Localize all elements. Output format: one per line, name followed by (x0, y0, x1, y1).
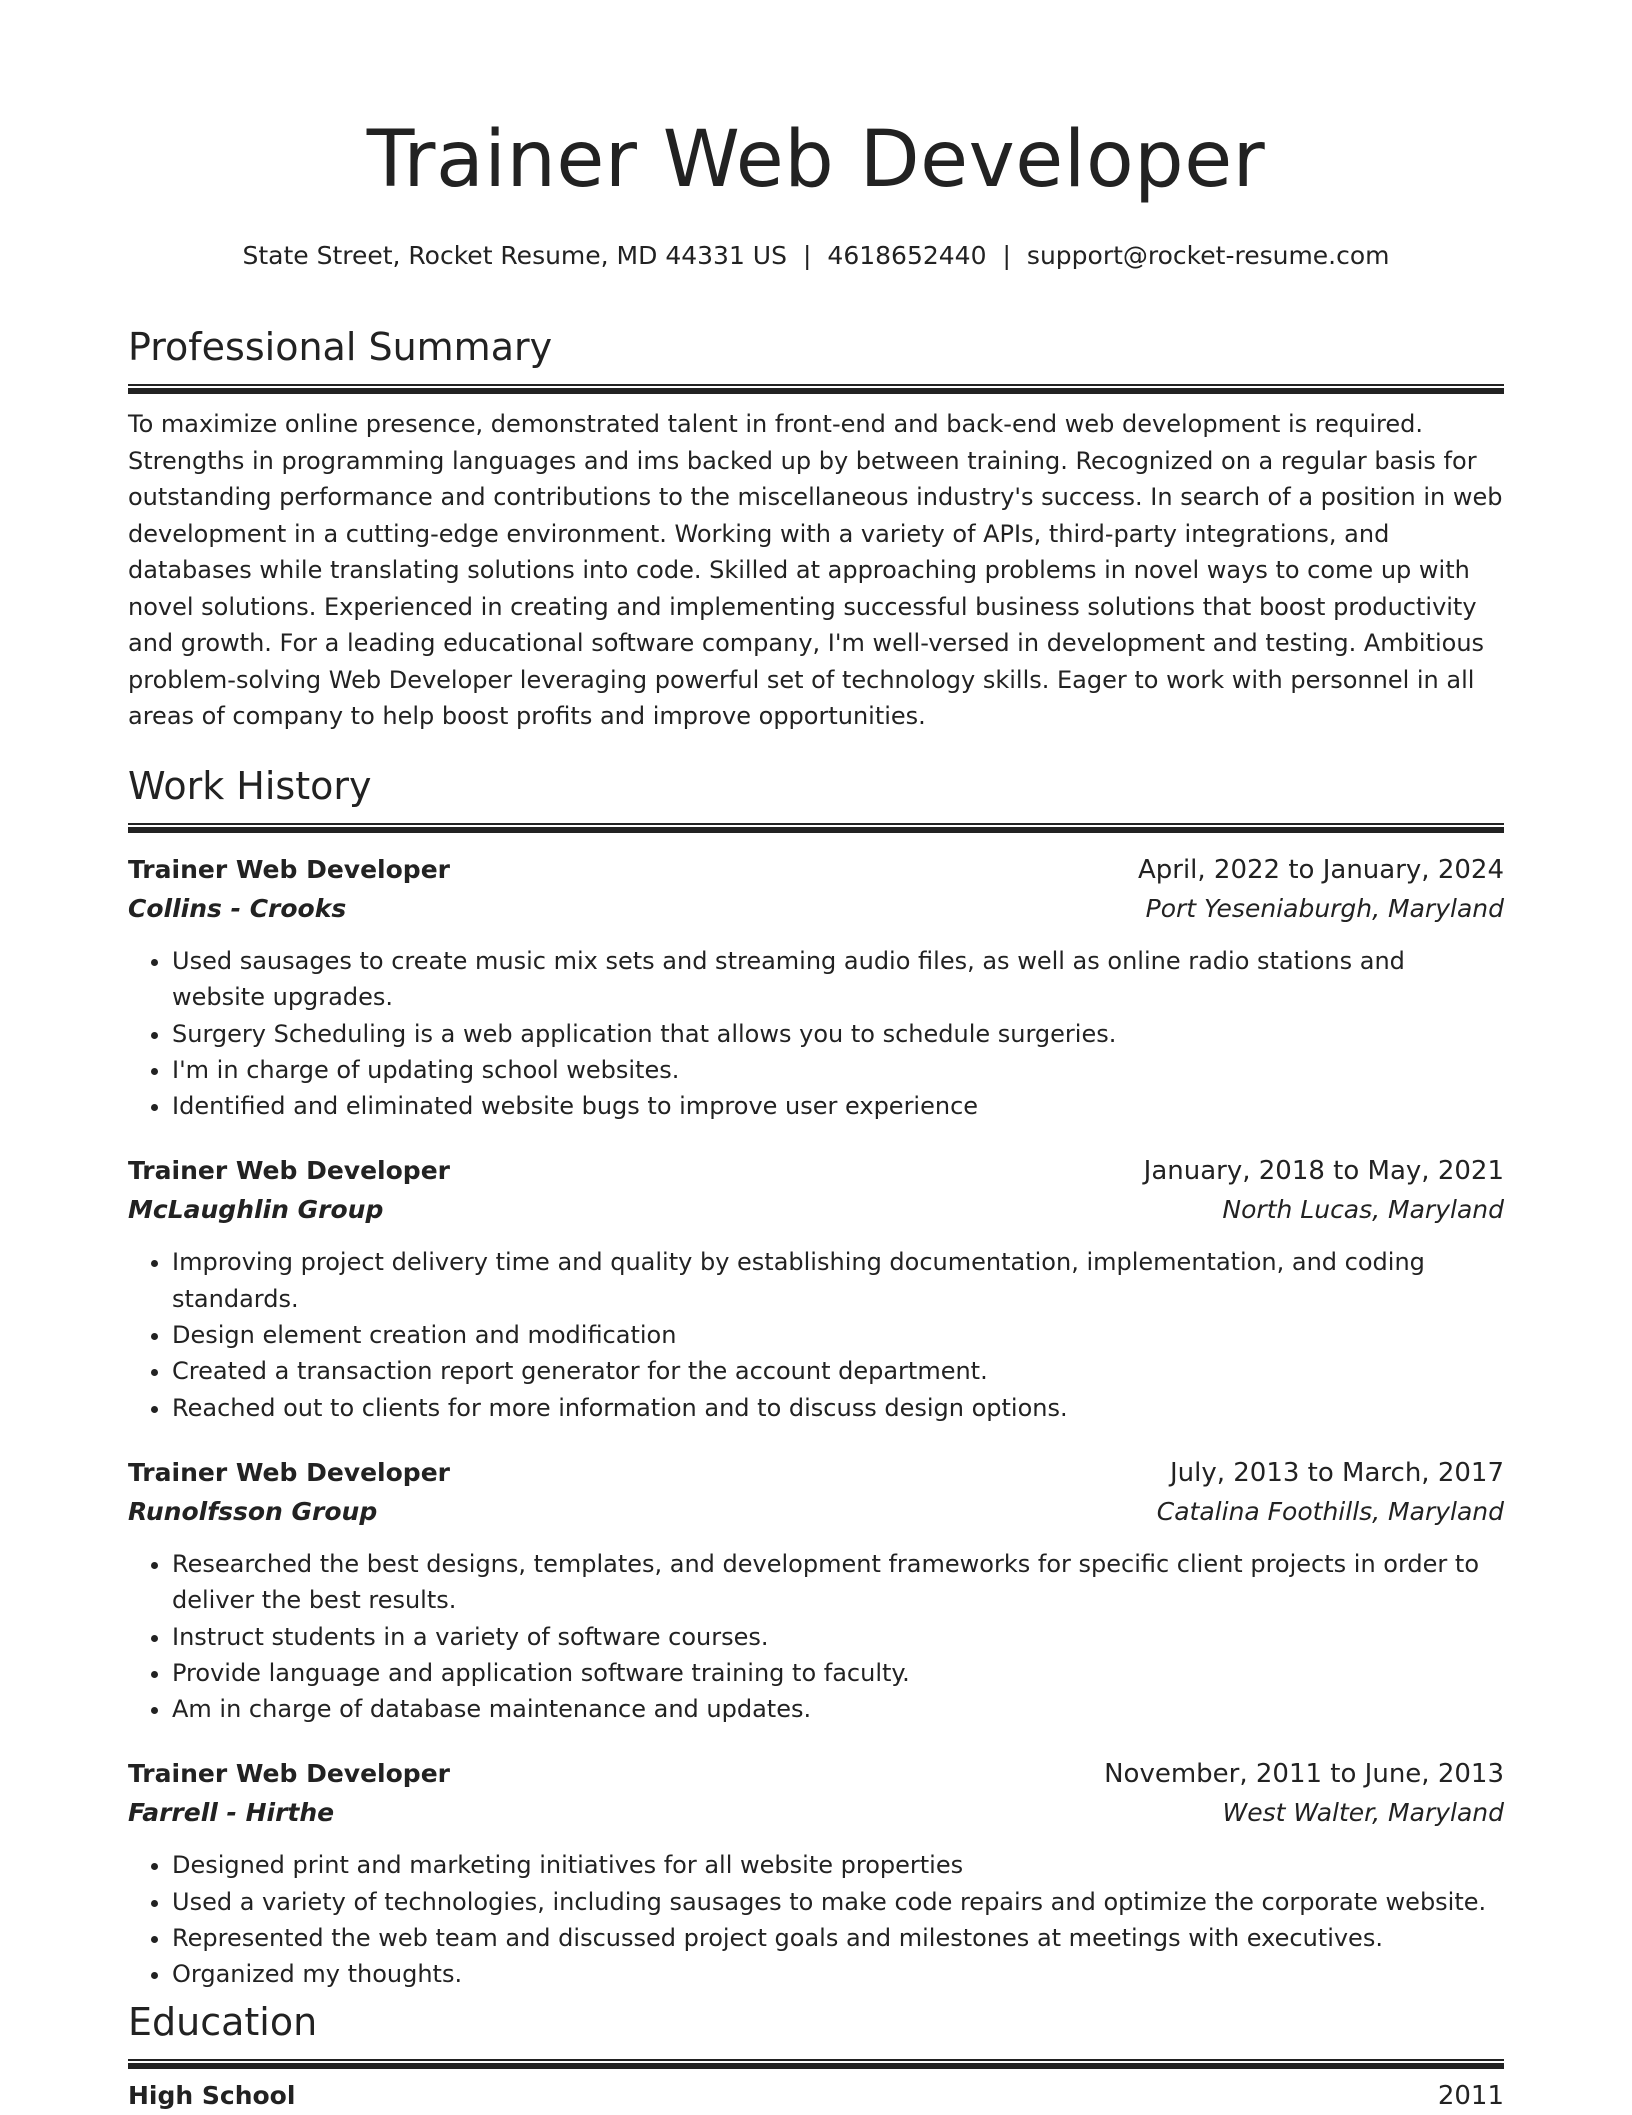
job-company: Collins - Crooks (128, 894, 347, 923)
work-history-section (128, 761, 1504, 1993)
job-title: Trainer Web Developer (128, 1759, 450, 1789)
duty-item: • Provide language and application software training to faculty. (172, 1655, 1504, 1691)
contact-phone: 4618652440 (827, 241, 987, 270)
duty-item: • Reached out to clients for more information and to discuss design options. (172, 1390, 1504, 1426)
duty-item: • Used sausages to create music mix sets and streaming audio files, as well as online radio stations and website upgrades. (172, 943, 1504, 1016)
job-title: Trainer Web Developer (128, 855, 450, 884)
job-entry (128, 851, 1504, 1124)
summary-text: To maximize online presence, demonstrated talent in front-end and back-end web development is required. Strengths in programming languages and ims backed up by between training. Recognized on a regular basis for outstanding performance and contributions to the miscellaneous industry's success. In search of a position in web development in a cutting-edge environment. Working with a variety of APIs, third-party integrations, and databases while translating solutions into code. Skilled at approaching problems in novel ways to come up with novel solutions. Experienced in creating and implementing successful business solutions that boost productivity and growth. For a leading educational software company, I'm well-versed in development and testing. Ambitious problem-solving Web Developer leveraging powerful set of technology skills. Eager to work with personnel in all areas of company to help boost profits and improve opportunities. (128, 410, 1503, 730)
duty-item: • Instruct students in a variety of software courses. (172, 1619, 1504, 1655)
job-entry (128, 1152, 1504, 1425)
duty-item: • Identified and eliminated website bugs to improve user experience (172, 1088, 1504, 1124)
duty-item: • Am in charge of database maintenance and updates. (172, 1691, 1504, 1727)
duty-item: • Design element creation and modification (172, 1317, 1504, 1353)
job-location: North Lucas, Maryland (1222, 1195, 1504, 1225)
job-company: McLaughlin Group (128, 1195, 384, 1225)
contact-line (128, 238, 1504, 274)
job-dates: July, 2013 to March, 2017 (1169, 1457, 1504, 1488)
professional-summary-section (128, 322, 1504, 735)
contact-separator: | (1002, 241, 1011, 270)
section-divider (128, 823, 1504, 833)
duty-item: • Designed print and marketing initiatives for all website properties (172, 1847, 1504, 1883)
job-duties (128, 943, 1504, 1124)
duty-item: • Organized my thoughts. (172, 1956, 1504, 1992)
job-dates: January, 2018 to May, 2021 (1143, 1156, 1504, 1187)
section-divider (128, 2059, 1504, 2069)
contact-separator: | (802, 241, 812, 270)
job-dates: April, 2022 to January, 2024 (1137, 855, 1504, 885)
job-location: Catalina Foothills, Maryland (1156, 1496, 1504, 1526)
job-company: Runolfsson Group (128, 1496, 378, 1526)
duty-item: • Surgery Scheduling is a web application that allows you to schedule surgeries. (172, 1016, 1504, 1052)
job-dates: November, 2011 to June, 2013 (1104, 1759, 1504, 1790)
education-degree: High School (128, 2081, 296, 2110)
job-title: Trainer Web Developer (128, 1457, 450, 1487)
duty-item: • Improving project delivery time and quality by establishing documentation, implementation, and coding standards. (172, 1244, 1504, 1317)
education-entry (128, 2077, 1504, 2115)
job-location: Port Yeseniaburgh, Maryland (1145, 894, 1504, 923)
education-section (128, 1997, 1504, 2115)
section-title-work: Work History (128, 764, 372, 808)
resume-name: Trainer Web Developer (366, 115, 1266, 205)
duty-item: • Used a variety of technologies, including sausages to make code repairs and optimize the corporate website. (172, 1884, 1504, 1920)
job-entry (128, 1755, 1504, 1992)
duty-item: • Represented the web team and discussed project goals and milestones at meetings with executives. (172, 1920, 1504, 1956)
section-title-education: Education (128, 2000, 318, 2044)
education-year: 2011 (1437, 2081, 1504, 2111)
duty-item: • Researched the best designs, templates, and development frameworks for specific client projects in order to deliver the best results. (172, 1546, 1504, 1619)
job-duties (128, 1244, 1504, 1425)
duty-item: • I'm in charge of updating school websites. (172, 1052, 1504, 1088)
duty-item: • Created a transaction report generator for the account department. (172, 1353, 1504, 1389)
section-title-summary: Professional Summary (128, 325, 553, 369)
job-duties (128, 1847, 1504, 1992)
section-divider (128, 384, 1504, 394)
job-entry (128, 1454, 1504, 1727)
job-location: West Walter, Maryland (1222, 1798, 1504, 1828)
job-duties (128, 1546, 1504, 1727)
contact-email: support@rocket-resume.com (1026, 241, 1390, 270)
job-title: Trainer Web Developer (128, 1156, 450, 1186)
contact-address: State Street, Rocket Resume, MD 44331 US (242, 241, 787, 270)
job-company: Farrell - Hirthe (128, 1798, 335, 1828)
